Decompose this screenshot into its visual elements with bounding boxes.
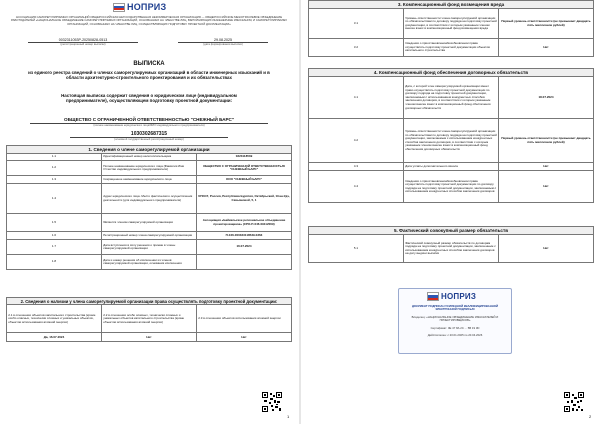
org-name: ОБЩЕСТВО С ОГРАНИЧЕННОЙ ОТВЕТСТВЕННОСТЬЮ "СНЕЖНЫЙ БАРС" [64,117,234,122]
statement-text: Настоящая выписка содержит сведения о юридическом лице (индивидуальном предпринимателе), осуществляющем подготовку проектной документации: [61,93,237,104]
table-row: 3.1 Уровень ответственности члена саморегулируемой организации по обязательствам по договору подряда на подготовку проектной документации, в соответствии с которым указанным членом внесен взнос в компенсационный фонд возмещения вреда Первый уровень ответственности (не превышает двадцать пять миллионов рублей) [309,9,594,39]
table-row: 4.4 Сведения о приостановлении/возобновлении права осуществлять подготовку проектной документации по договору подряда на подготовку проектной документации, заключаемым с использованием конкурентных способов заключения договоров Нет [309,171,594,203]
contract-fund-level-value: Первый уровень ответственности (не превышает двадцать пять миллионов рублей) [499,119,594,163]
table-row: 1.4 Адрес юридического лица. Место фактического осуществления деятельности (для индивидуального предпринимателя) 670047, Россия, Республика Бурятия, Октябрьский, Улан-Удэ, Сахьяновой, 5, 1 [7,184,292,214]
exclusion-value [197,255,292,270]
qr-code-icon [564,392,584,412]
rights-table [6,297,292,342]
section-2 [6,297,292,342]
document-subtitle: из единого реестра сведений о членах саморегулируемых организаций в области инженерных изысканий и в области архитектурно-строительного проектирования и их обязательствах [28,70,270,81]
right-2-2-value: Нет [102,333,197,342]
table-row: 5.1 Фактический совокупный размер обязательств по договорам подряда на подготовку проектной документации, заключенным с использованием конкурентных способов заключения договоров на дату выдачи выписки Нет [309,235,594,263]
page-number: 1 [287,414,290,419]
table-row: 1.2 Полное наименование юридического лица (Фамилия Имя Отчество индивидуального предпринимателя) ОБЩЕСТВО С ОГРАНИЧЕННОЙ ОТВЕТСТВЕННОСТЬЮ "СНЕЖНЫЙ БАРС" [7,161,292,176]
page-2 [302,0,600,424]
ogrn-block [70,131,228,141]
org-name-caption: (полное наименование юридического лица/ФИО индивидуального предпринимателя) [30,123,268,127]
russian-flag-icon [113,3,125,12]
ogrn: 1030302687315 [130,131,168,137]
table-row: 1.5 Является членом саморегулируемой организации Ассоциация «Байкальское региональное объединение проектировщиков» (СРО-П-046-09112009) [7,214,292,232]
doc-date: 29.08.2025 [178,38,268,43]
doc-number-caption: (регистрационный номер выписки) [60,42,106,47]
harm-fund-suspension-value: Нет [499,39,594,57]
admission-date-value: 16.07.2024 [197,240,292,255]
table-row: 1.8 Дата и номер решения об исключении из членов саморегулируемой организации, основания исключения [7,255,292,270]
contract-fund-suspension-value: Нет [499,171,594,203]
section-3-title: 3. Компенсационный фонд возмещения вреда [309,1,594,9]
section-2-title: 2. Сведения о наличии у члена саморегулируемой организации права осуществлять подготовку проектной документации: [7,298,292,305]
stamp-line-3: Сертификат: 0Е 47 8А 2С ... 5B 19 3D [430,326,480,330]
page-divider [299,0,301,424]
doc-date-caption: (дата формирования выписки) [203,42,243,47]
doc-number: 0032311053Р-20250828-0513 [28,38,138,43]
section-4 [308,68,594,203]
electronic-signature-stamp [398,288,512,354]
qr-code-icon [262,392,282,412]
contract-obligations-fund-table [308,68,594,203]
section-4-title: 4. Компенсационный фонд обеспечения договорных обязательств [309,69,594,77]
section-5-title: 5. Фактический совокупный размер обязательств [309,227,594,235]
right-2-1-value: Да, 16.07.2024 [7,333,102,342]
brand-name: НОПРИЗ [127,2,167,12]
stamp-line-1: ДОКУМЕНТ ПОДПИСАН УСИЛЕННОЙ КВАЛИФИЦИРОВАННОЙ ЭЛЕКТРОННОЙ ПОДПИСЬЮ [411,304,499,312]
table-row: 4.1 Дата, с которой член саморегулируемой организации имеет право осуществлять подготовку проектной документации по договору подряда на подготовку проектной документации, заключаемым с использованием конкурентных способов заключения договоров, в соответствии с которым указанным членом внесен взнос в компенсационный фонд обеспечения договорных обязательств 18.07.2024 [309,77,594,119]
full-name-value: ОБЩЕСТВО С ОГРАНИЧЕННОЙ ОТВЕТСТВЕННОСТЬЮ "СНЕЖНЫЙ БАРС" [197,161,292,176]
additional-payment-value: Нет [499,163,594,171]
sro-membership-value: Ассоциация «Байкальское региональное объединение проектировщиков» (СРО-П-046-09112009) [197,214,292,232]
stamp-logo [427,292,476,301]
table-row: 3.2 Сведения о приостановлении/возобновлении права осуществлять подготовку проектной документации объектов капитального строительства Нет [309,39,594,57]
page-number: 2 [589,414,592,419]
inn-value: 0323118539 [197,154,292,161]
table-row: 1.6 Регистрационный номер члена саморегулируемой организации П-046-000323118539-0363 [7,232,292,240]
actual-obligations-table [308,226,594,263]
harm-fund-level-value: Первый уровень ответственности (не превышает двадцать пять миллионов рублей) [499,9,594,39]
nopriz-logo [113,2,166,12]
contract-fund-date-value: 18.07.2024 [499,77,594,119]
table-row: 1.7 Дата вступления в силу решения о приеме в члены саморегулируемой организации 16.07.2024 [7,240,292,255]
rights-header-row: 2.1 в отношении объектов капитального строительства (кроме особо опасных, технически сложных и уникальных объектов, объектов использования атомной энергии) 2.2 в отношении особо опасных, технически сложных и уникальных объектов капитального строительства (кроме объектов использования атомной энергии) 2.3 в отношении объектов использования атомной энергии [7,305,292,333]
section-1 [6,145,292,270]
doc-date-block [178,38,268,47]
section-3 [308,0,594,57]
stamp-line-4: Действителен: с 20.01.2025 по 20.04.2026 [427,333,483,337]
ogrn-caption: (основной государственный регистрационный номер) [70,137,228,141]
header-text: АССОЦИАЦИЯ САМОРЕГУЛИРУЕМЫХ ОРГАНИЗАЦИЙ ОБЩЕРОССИЙСКАЯ НЕГОСУДАРСТВЕННАЯ НЕКОММЕРЧЕСКАЯ ОРГАНИЗАЦИЯ — ОБЩЕРОССИЙСКОЕ МЕЖОТРАСЛЕВОЕ ОБЪЕДИНЕНИЕ РАБОТОДАТЕЛЕЙ «НАЦИОНАЛЬНОЕ ОБЪЕДИНЕНИЕ САМОРЕГУЛИРУЕМЫХ ОРГАНИЗАЦИЙ, ОСНОВАННЫХ НА ЧЛЕНСТВЕ ЛИЦ, ВЫПОЛНЯЮЩИХ ИНЖЕНЕРНЫЕ ИЗЫСКАНИЯ, И САМОРЕГУЛИРУЕМЫХ ОРГАНИЗАЦИЙ, ОСНОВАННЫХ НА ЧЛЕНСТВЕ ЛИЦ, ОСУЩЕСТВЛЯЮЩИХ ПОДГОТОВКУ ПРОЕКТНОЙ ДОКУМЕНТАЦИИ» [10,15,288,26]
russian-flag-icon [427,292,439,301]
actual-obligations-value: Нет [499,235,594,263]
table-row: 4.3 Дата уплаты дополнительного взноса Нет [309,163,594,171]
document-title: ВЫПИСКА [133,61,165,67]
section-1-title: 1. Сведения о члене саморегулируемой организации [7,146,292,154]
registration-number-value: П-046-000323118539-0363 [197,232,292,240]
stamp-brand: НОПРИЗ [441,292,477,301]
stamp-line-2: Владелец: «НАЦИОНАЛЬНОЕ ОБЪЕДИНЕНИЕ ИЗЫСКАТЕЛЕЙ И ПРОЕКТИРОВЩИКОВ» [411,315,499,323]
table-row: 1.3 Сокращенное наименование юридического лица ООО "СНЕЖНЫЙ БАРС" [7,176,292,184]
table-row: 4.2 Уровень ответственности члена саморегулируемой организации по обязательствам по договору подряда на подготовку проектной документации, заключаемым с использованием конкурентных способов заключения договоров, в соответствии с которым указанным членом внесен взнос в компенсационный фонд обеспечения договорных обязательств Первый уровень ответственности (не превышает двадцать пять миллионов рублей) [309,119,594,163]
doc-number-block [28,38,138,47]
member-info-table [6,145,292,270]
table-row: 1.1 Идентификационный номер налогоплательщика 0323118539 [7,154,292,161]
page-1 [0,0,298,424]
short-name-value: ООО "СНЕЖНЫЙ БАРС" [197,176,292,184]
org-name-block [30,117,268,127]
right-2-3-value: Нет [197,333,292,342]
compensation-fund-harm-table [308,0,594,57]
rights-value-row [7,333,292,342]
address-value: 670047, Россия, Республика Бурятия, Октябрьский, Улан-Удэ, Сахьяновой, 5, 1 [197,184,292,214]
section-5 [308,226,594,263]
